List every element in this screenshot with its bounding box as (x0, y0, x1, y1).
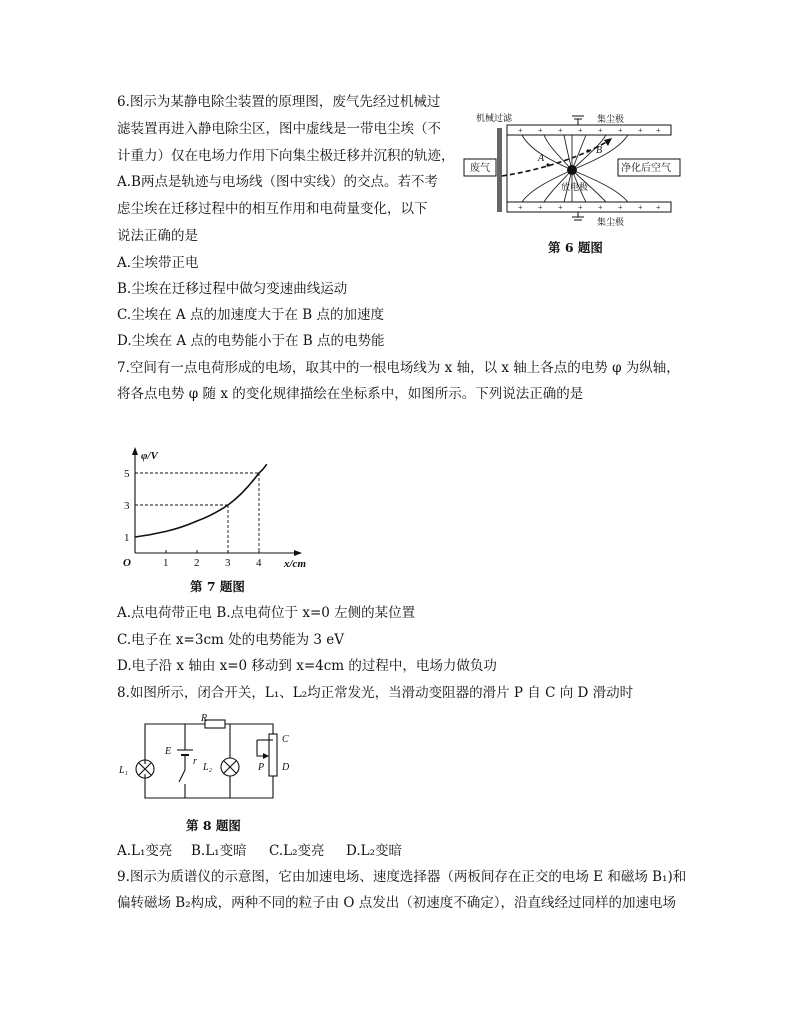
q6-option-c: C.尘埃在 A 点的加速度大于在 B 点的加速度 (117, 307, 384, 323)
discharge-label: 放电极 (561, 182, 589, 192)
x-tick-label: 2 (194, 557, 200, 569)
origin-label: O (123, 557, 131, 569)
x-tick-label: 1 (163, 557, 169, 569)
waste-gas-label: 废气 (470, 163, 490, 174)
q6-option-d: D.尘埃在 A 点的电势能小于在 B 点的电势能 (117, 333, 385, 349)
q7-option-d: D.电子沿 x 轴由 x=0 移动到 x=4cm 的过程中，电场力做负功 (117, 658, 497, 674)
label-p: P (258, 762, 265, 773)
bottom-collector-plate (507, 202, 671, 212)
collector-top-label: 集尘极 (597, 114, 625, 124)
q6-line-5: 虑尘埃在迁移过程中的相互作用和电荷量变化，以下 (117, 201, 428, 217)
q6-option-b: B.尘埃在迁移过程中做匀变速曲线运动 (117, 281, 348, 297)
y-tick-label: 1 (124, 532, 130, 544)
q7-option-ab: A.点电荷带正电 B.点电荷位于 x=0 左侧的某位置 (117, 605, 416, 621)
circuit-wire-top (145, 724, 273, 764)
svg-text:+: + (656, 203, 661, 212)
rheostat-slider-p (257, 740, 267, 756)
q8-option-b: B.L₁变暗 (191, 843, 247, 859)
q7-option-c: C.电子在 x=3cm 处的电势能为 3 eV (117, 632, 345, 648)
svg-text:+: + (618, 126, 623, 135)
q8-option-a: A.L₁变亮 (117, 843, 173, 859)
q9-line-2: 偏转磁场 B₂构成，两种不同的粒子由 O 点发出（初速度不确定），沿直线经过同样的加速电场 (117, 895, 677, 911)
label-l1: L₁ (119, 765, 129, 776)
label-small-r: r (193, 756, 197, 767)
svg-text:+: + (518, 126, 523, 135)
dust-trajectory (502, 140, 610, 176)
q8-circuit-diagram (117, 712, 297, 804)
svg-text:+: + (618, 203, 623, 212)
point-a-label: A (538, 153, 545, 164)
svg-text:+: + (538, 126, 543, 135)
svg-text:+: + (558, 126, 563, 135)
svg-text:+: + (638, 203, 643, 212)
y-axis-arrow (132, 447, 138, 455)
svg-text:+: + (656, 126, 661, 135)
filter-plate (497, 128, 502, 212)
discharge-electrode (567, 165, 577, 175)
collector-bottom-label: 集尘极 (597, 217, 625, 227)
ground-symbol-top (572, 116, 584, 125)
ground-symbol-bottom (572, 212, 584, 220)
clean-air-label: 净化后空气 (621, 163, 671, 174)
q6-caption: 第 6 题图 (548, 240, 603, 255)
label-d: D (282, 762, 290, 773)
svg-text:+: + (598, 203, 603, 212)
point-b-label: B (596, 145, 603, 156)
svg-text:+: + (638, 126, 643, 135)
svg-text:+: + (538, 203, 543, 212)
q8-line: 8.如图所示，闭合开关，L₁、L₂均正常发光，当滑动变阻器的滑片 P 自 C 向 D 滑动时 (117, 685, 634, 701)
x-axis-arrow (294, 550, 302, 556)
y-tick-label: 5 (124, 468, 130, 480)
q9-line-1: 9.图示为质谱仪的示意图，它由加速电场、速度选择器（两板间存在正交的电场 E 和磁场 B₁)和 (117, 869, 687, 885)
q6-line-6: 说法正确的是 (117, 228, 198, 244)
x-axis-label: x/cm (284, 558, 306, 570)
y-tick-label: 3 (124, 500, 130, 512)
label-c: C (282, 734, 289, 745)
svg-text:+: + (598, 126, 603, 135)
circuit-wire-bottom (145, 774, 273, 798)
label-e: E (165, 746, 172, 757)
y-axis-label: φ/V (141, 450, 158, 462)
q8-caption: 第 8 题图 (186, 818, 241, 833)
svg-text:+: + (518, 203, 523, 212)
q7-line-2: 将各点电势 φ 随 x 的变化规律描绘在坐标系中，如图所示。下列说法正确的是 (117, 386, 584, 402)
svg-text:+: + (578, 203, 583, 212)
q8-option-c: C.L₂变亮 (269, 843, 325, 859)
q6-line-3: 计重力）仅在电场力作用下向集尘极迁移并沉积的轨迹， (117, 148, 455, 164)
q6-line-4: A.B两点是轨迹与电场线（图中实线）的交点。若不考 (117, 174, 438, 190)
q7-line-1: 7.空间有一点电荷形成的电场，取其中的一根电场线为 x 轴，以 x 轴上各点的电势 φ 为纵轴， (117, 360, 680, 376)
q7-caption: 第 7 题图 (190, 579, 245, 594)
x-tick-label: 4 (256, 557, 262, 569)
q8-option-d: D.L₂变暗 (346, 843, 403, 859)
resistor-r (205, 720, 225, 728)
q6-precipitator-figure (460, 110, 682, 232)
svg-text:+: + (578, 126, 583, 135)
q6-option-a: A.尘埃带正电 (117, 255, 199, 271)
top-collector-plate (507, 125, 671, 135)
q6-line-2: 滤装置再进入静电除尘区，图中虚线是一带电尘埃（不 (117, 121, 441, 137)
potential-curve (135, 464, 267, 537)
switch (179, 770, 185, 782)
label-l2: L₂ (203, 762, 213, 773)
label-r: R (201, 713, 208, 724)
q7-potential-chart (117, 410, 317, 570)
x-tick-label: 3 (225, 557, 231, 569)
svg-text:+: + (558, 203, 563, 212)
filter-label: 机械过滤 (476, 113, 513, 123)
q6-line-1: 6.图示为某静电除尘装置的原理图，废气先经过机械过 (117, 94, 441, 110)
